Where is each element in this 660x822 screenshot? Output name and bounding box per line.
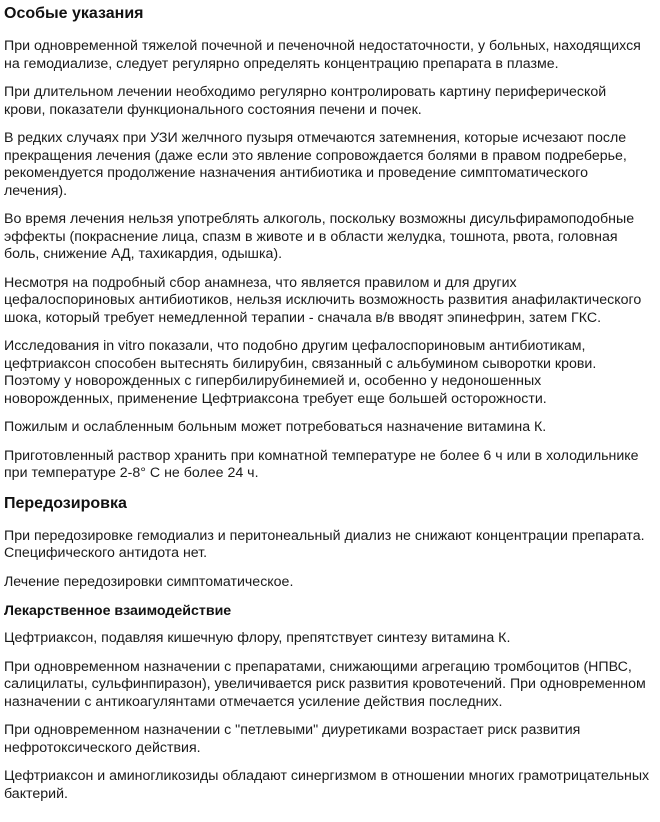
paragraph: Пожилым и ослабленным больным может потребоваться назначение витамина К. (4, 419, 547, 435)
paragraph: Лечение передозировки симптоматическое. (4, 573, 294, 590)
paragraph: Исследования in vitro показали, что подобно другим цефалоспориновым антибиотикам, цефтриаксон способен вытеснять билирубин, связанный с альбумином сыворотки крови. Поэтому у новорожденных с гипербилирубинемией и, особенно у недоношенных новорожденных, применение Цефтриаксона требует еще большей осторожности. (4, 338, 597, 407)
paragraph: В редких случаях при УЗИ желчного пузыря отмечаются затемнения, которые исчезают после прекращения лечения (даже если это явление сопровождается болями в правом подреберье, рекомендуется продолжение назначения антибиотика и проведение симптоматического лечения). (4, 130, 627, 199)
paragraph: При длительном лечении необходимо регулярно контролировать картину периферической крови, показатели функционального состояния печени и почек. (4, 84, 607, 118)
paragraph: При одновременном назначении с "петлевыми" диуретиками возрастает риск развития нефротоксического действия. (4, 722, 581, 756)
section-title-drug-interactions: Лекарственное взаимодействие (4, 603, 232, 619)
paragraph: Во время лечения нельзя употреблять алкоголь, поскольку возможны дисульфирамоподобные эффекты (покраснение лица, спазм в животе и в области желудка, тошнота, рвота, головная боль, снижение АД, тахикардия, одышка). (4, 211, 635, 262)
paragraph: При одновременной тяжелой почечной и печеночной недостаточности, у больных, находящихся на гемодиализе, следует регулярно определять концентрацию препарата в плазме. (4, 38, 641, 72)
paragraph: При одновременном назначении с препаратами, снижающими агрегацию тромбоцитов (НПВС, салицилаты, сульфинпиразон), увеличивается риск развития кровотечений. При одновременном назначении с антикоагулянтами отмечается усиление действия последних. (4, 658, 646, 710)
section-title-special-instructions: Особые указания (4, 5, 144, 22)
paragraph: Приготовленный раствор хранить при комнатной температуре не более 6 ч или в холодильнике при температуре 2-8° С не более 24 ч. (4, 447, 639, 481)
paragraph: Цефтриаксон и аминогликозиды обладают синергизмом в отношении многих грамотрицательных бактерий. (4, 768, 650, 802)
paragraph: Несмотря на подробный сбор анамнеза, что является правилом и для других цефалоспориновых антибиотиков, нельзя исключить возможность развития анафилактического шока, который требует немедленной терапии - сначала в/в вводят эпинефрин, затем ГКС. (4, 274, 642, 326)
paragraph: При передозировке гемодиализ и перитонеальный диализ не снижают концентрации препарата. Специфического антидота нет. (4, 527, 645, 561)
section-title-overdose: Передозировка (4, 494, 127, 512)
paragraph: Цефтриаксон, подавляя кишечную флору, препятствует синтезу витамина К. (4, 630, 511, 646)
